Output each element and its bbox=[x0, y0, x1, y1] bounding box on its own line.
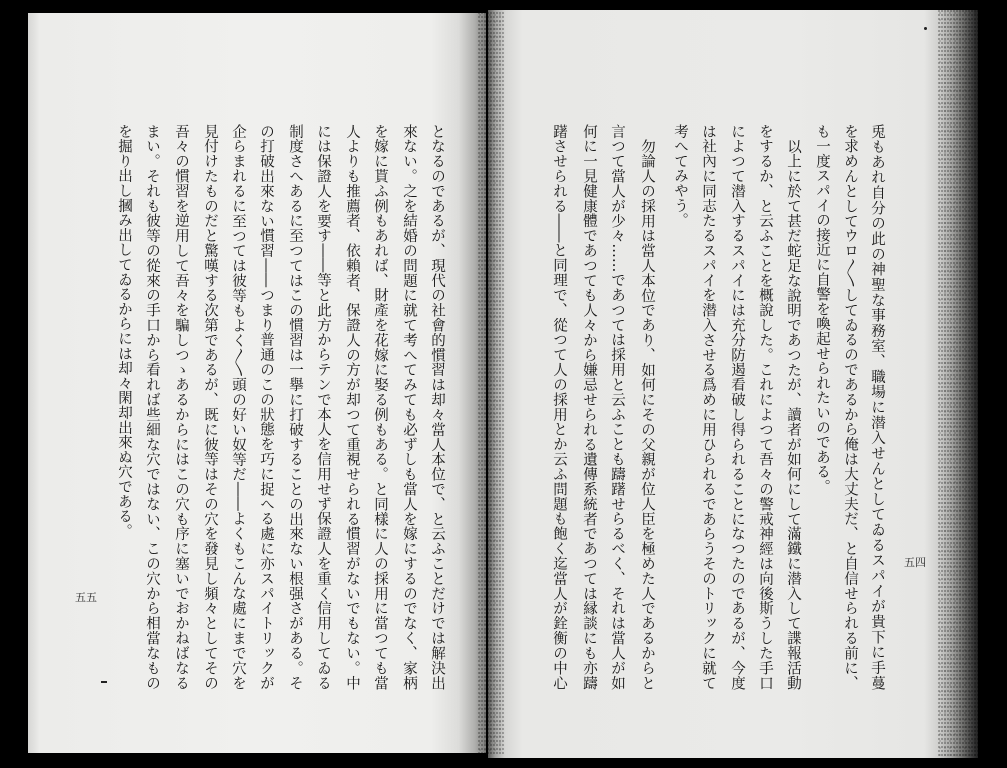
text-column: によつて潜入するスパイには充分防遏看破し得られることになつたのであるが、今度 bbox=[729, 124, 745, 690]
text-column: 考へてみやう。 bbox=[672, 124, 688, 228]
ink-mark bbox=[924, 27, 927, 30]
text-column: 何に一見健康體であつても人々から嫌忌せられる遺傳系統者であつては縁談にも亦躊 bbox=[581, 124, 597, 690]
text-column: 以上に於て甚だ蛇足な說明であつたが、讀者が如何にして滿鐵に潜入して諜報活動 bbox=[785, 139, 801, 690]
text-column: 言つて當人が少々……であつては採用と云ふことも躊躇せらるべく、それは當人が如 bbox=[609, 124, 625, 690]
text-column: 勿論人の採用は當人本位であり、如何にその父親が位人臣を極めた人であるからと bbox=[639, 139, 655, 690]
book-gutter bbox=[478, 12, 504, 756]
text-column: 人よりも推薦者、依賴者、保證人の方が却つて重視せられる慣習がないでもない。中 bbox=[344, 124, 360, 690]
text-column: を嫁に貰ふ例もあれば、財產を花嫁に娶る例もある。と同樣に人の採用に當つても當 bbox=[372, 124, 388, 690]
text-column: を求めんとしてウロ〱してゐるのであるから俺は大丈夫だ、と自信せられる前に、 bbox=[842, 124, 858, 690]
text-column: は社內に同志たるスパイを潜入させる爲めに用ひられるであらうそのトリックに就て bbox=[700, 124, 716, 690]
text-column: 制度さへあるに至つてはこの慣習は一擧に打破することの出來ない根强さがある。そ bbox=[287, 124, 303, 690]
text-column: 來ない。之を結婚の問題に就て考へてみても必ずしも當人を嫁にするのでなく、家柄 bbox=[401, 124, 417, 690]
page-number: 五五 bbox=[75, 591, 97, 604]
text-column: 吾々の慣習を逆用して吾々を騙しつゝあるからにはこの穴も序に塞いでおかねばなる bbox=[173, 124, 189, 690]
page-number: 五四 bbox=[904, 556, 926, 569]
text-column: をするか、と云ふことを概說した。これによつて吾々の警戒神經は向後斯うした手口 bbox=[757, 124, 773, 690]
scan-edge-shadow bbox=[938, 10, 978, 758]
text-column: には保證人を要す――等と此方からテンで本人を信用せず保證人を重く信用してゐる bbox=[315, 124, 331, 690]
text-column: 兎もあれ自分の此の神聖な事務室、職場に潜入せんとしてゐるスパイが貴下に手蔓 bbox=[869, 124, 885, 691]
text-column: まい。それも彼等の從來の手口から看れば些細な穴ではない、この穴から相當なもの bbox=[144, 124, 160, 690]
ink-mark bbox=[101, 681, 107, 683]
text-column: 見付けたものだと驚嘆する次第であるが、既に彼等はその穴を發見し頻々としてその bbox=[202, 124, 218, 690]
text-column: 企らまれるに至つては彼等もよく〱頭の好い奴等だ――よくもこんな處にまで穴を bbox=[230, 124, 246, 690]
text-column: を掘り出し摑み出してゐるからには却々閑却出來ぬ穴である。 bbox=[116, 124, 132, 539]
text-column: の打破出來ない慣習――つまり普通のこの狀態を巧に捉へる處に亦スパイトリックが bbox=[258, 124, 274, 690]
text-column: となるのであるが、現代の社會的慣習は却々當人本位で、と云ふことだけでは解決出 bbox=[429, 124, 445, 690]
text-column: も一度スパイの接近に自警を喚起せられたいのである。 bbox=[814, 124, 830, 494]
text-column: 躇させられる――と同理で、從つて人の採用とか云ふ問題も飽く迄當人が銓衡の中心 bbox=[551, 124, 567, 690]
